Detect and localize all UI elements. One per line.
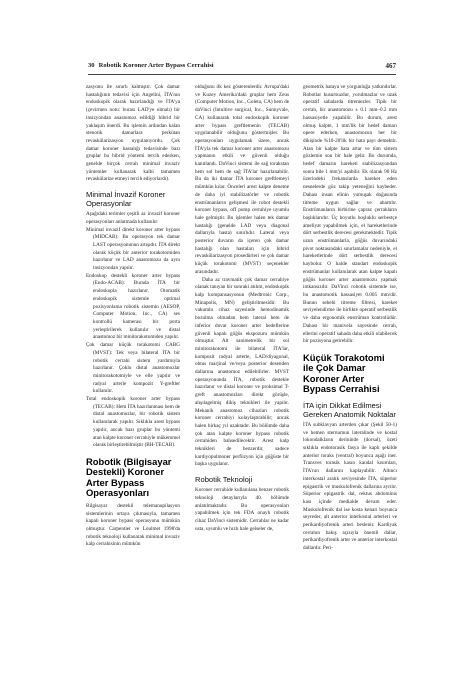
paragraph: Daha az travmatik çok damar cerrahiye olanak tanıyan bir sonraki atılım, endoskopik kalp kompansasyonun (Medtronic Corp., Minapolis, MN) geliştirilmesidir. Bu vakumlu cihaz sayesinde hemodinamik bozulma olmadan hem lateral hem de inferior duvar koroner arter hedeflerine güvenli kapalı göğüs ekspozuru mümkün olmuştur. Alt sanimetrelik bir sol minitorakotomi ile bilateral İTA'lar, kompozit radyal arterle, LAD/diyagonal, obtus marjinal ve/veya posterior desenden dallarına anastomoz edilebilirler. MVST operasyonunda İTA, robotik destekle hazırlanır ve distal koroner ve proksimal T-greft anastomozları direkt görüşle, alışılagelmiş dikiş teknikleri ile yapılır. Mekanik anastomoz cihazları robotik koroner cerrahiyi kolaylaştırabilir; ancak halen birkaç yıl uzaktadır. Bu bölümde daha çok atan kalpte koroner bypass robotik cerrahiden bahsedilecektir. Arest kalp teknikleri de benzerdir, sadece kardiyopulmoner perfüzyon için göğüste bir başka uygulanır. <box>195 276 289 468</box>
page-number: 467 <box>385 62 396 70</box>
term-endo-acab: Endoskop destekli koroner arter bypass (Endo-ACAB): Burada İTA bir endoskopla hazırlanır. Otomatik endoskopik sistemle optimal pozisyonlama robotik sistemin (AESOP, Computer Motion, Inc., CA) ses kontrollü kamerası bir porta yerleştirilerek kullanılır ve distal anastomoz bir minitorakotomiden yapılır. <box>86 272 180 341</box>
column-left <box>86 84 180 549</box>
paragraph: geometrik hataya ve yorgunluğa yatkındırlar. Robotlar kusursuzdur, yorulmazlar ve uzak operatif sahalarda titremezler. Tipik bir cerrah, bir anastomozu ± 0.1 mm–0.2 mm hassasiyetle yapabilir. Bu durum, arest olmuş kalpte, 1 mm'lik bir hedef damarı opere ederken, anastomozun her bir dikişinde %10-20'lik bir hata payı demektir. Atan bir kalpte hata artar ve tüm sistem gözlemin son bir hale gelir. Bu durumda, hedef damarın hareketi stabilizasyondan sonra bile 1 mm'yi aşabilir. Ek olarak 90 Hz üzerindeki frekanslarda hareket eden nesnelerde göz takip yeteneğini kaybeder. Dahası insan elinin yumuşak doğasında titreme uygun sağlar ve abartılır. Enstrümanların birbirine çapraz çerrahların başlıklarıdır. Üç boyutlu hoşluklu serbestçe ameliyat yapabilmek için, el hareketlerinde dört serbestlik derecesi gerekmektedir. Tipik uzun enstrümanlarla, göğüs duvarındaki pivot noktasındaki sınırlamalar nedeniyle, el hareketlerinde dört serbestlik derecesi kaybolur. O halde standart endoskopik enstrümanlar kullanılarak atan kalpte kapalı göğüs koroner arter anastomozu yapmak imkansızdır. DaVinci robotik sistemde ise, bu anastomotik hassasiyet 0.005 mm/dir. Bunun sebebi titreme filtresi, hareket seviyelendirme ile birlikte operatif serbestlik ve daha ergonomik enstrüman kontrolüdür. Dahası bir manivela sayesinde cerrah, ellerini operatif sahada daha etkili olabilecek bir pozisyona getirebilir. <box>303 84 397 345</box>
chapter-heading <box>88 62 214 69</box>
column-middle <box>195 84 289 533</box>
paragraph: olduğunu ilk kez gösterenlerdir. Avrupa'daki ve Kuzey Amerika'daki gruplar hem Zeus (Computer Motion, Inc., Goleta, CA) hem de daVinci (Intuitive surgical, Inc., Sunnyvale, CA) kullanarak total endoskopik koroner arter bypass greftlemenin (TECAB) uygulanabilir olduğunu göstermişler. Bu operasyonları uygulamak üzere, ancak İTA'yla tek damar koroner arter anastomozu yapmanın etkili ve güvenli olduğu kanıtlandı. DaVinci sistemi ile sağ torakstan hem sol hem de sağ İTA'lar hazırlanabilir. Bu da iki damar İTA koroner greftlemeyi mümkün kılar. Önceleri arest kalpte deneme de daha iyi stabilizatörler ve robotik enstrümanların gelişmesi ile robot destekli koroner bypass, off pump cerrahiye uyumlu hale gelmiştir. Bu işlemler halen tek damar hastalığı (genelde LAD veya diagonal dallarıyla hasta) sınırlıdır. Lateral veya posterior duvarın da içeren çok damar hastalığı olan hastaları için hibrid revaskülarizasyon prosedürleri ve çok damar küçük torakotomi (MVST) seçenekler arasındadır. <box>195 84 289 275</box>
running-header <box>88 62 396 75</box>
paragraph: İTA subklavyan arterden çıkar (Şekil 50-1) ve hemen sternumun lateralinde ve kostal lokondalkların derininde (dorsal), özeti sıklıkla endotorasik fasya ile kaplı şekilde anterior toraks (ventral) boyunca aşağı iner. Transves torasik kasın kaudal kısımları, İTA'nın dallarını kaplayabilir. Altıncı interkostal aralık seviyesinde İTA, süperior epigastrik ve muskulofrenik dallarına ayrılır. Süperior epigastrik dal, rektus abdominis kası içinde medialde devam eder. Muskulofrenik dal ise kosta kenarı boyunca seyreder, alt anterior interkostal arterleri ve perikardiyofrenik arteri beslenir. Kardiyak cerrahın bakış açısıyla önemli dallar, perikardiyofrenik arter ve anterior interkostal dallardır. Peri- <box>303 421 397 552</box>
term-mvst: Çok damar küçük torakotomi CABG (MVST): Tek veya bilateral İTA bir robotik cerrahi sistem yardımıyla hazırlanır. Çoklu distal anastomozlar minitorakotomiyle ve elle yapılır ve radyal arterle kompozit Y-greftler kullanılır. <box>86 342 180 395</box>
paragraph: Koroner cerrahide kullanılana benzer robotik teknoloji detaylarıyla 40. bölümde anlatılmaktadır. Bu operasyonları yapabilmek için tek FDA onaylı robotik cihaz DaVinci sistemidir. Cerrahlar ne kadar usta, uyumlu ve hızlı hale gelseler de, <box>195 487 289 532</box>
paragraph: zasyonu ile sınırlı kalmıştır. Çok damar hastalığının tedavisi için Angelini, İTA'nın endoskopik olarak hazırlandığı ve İTA'ya (çevirmen notu: burası LAD'ye olmalı) bir insizyondan anastomoz edildiği hibrid bir yaklaşım önerdi. Bu işlemin ardından kalan stenotik damarlara perkütan revaskülarizasyon uygulanıyordu. Çok damar koroner hastalığı tedavisinde bazı gruplar bu hibrid yöntemi tercih ederken, genelde birçok cerrah minimal invaziv yöntemler kullanarak kalbi tamamen revaskülarize etmeyi tercih ediyorlardı). <box>86 84 180 183</box>
section-heading-robotik-teknoloji: Robotik Teknoloji <box>195 475 253 485</box>
chapter-title: Robotik Koroner Arter Bypass Cerrahisi <box>98 62 214 69</box>
section-heading-kucuk-torakotomi: Küçük Torakotomi ile Çok Damar Koroner Arter Bypass Cerrahisi <box>303 351 385 395</box>
section-heading-minimal-invazif: Minimal İnvazif Koroner Operasyonlar <box>86 190 166 209</box>
term-midcab: Minimal invazif direkt koroner arter bypass (MIDCAB): Bu operasyon tek damar LAST operasyonunun artışıdır. İTA direkt olarak küçük bir anterior torakotomiden hazırlanır ve LAD anastomozu da aynı insizyondan yapılır. <box>86 226 180 272</box>
chapter-number: 30 <box>88 62 95 69</box>
section-heading-ita-anatomi: İTA için Dikkat Edilmesi Gereken Anatomik Noktalar <box>303 400 396 419</box>
column-right <box>303 84 397 553</box>
paragraph: Aşağıdaki terimler çeşitli az invazif koroner operasyonları anlatmada kullanılır: <box>86 211 180 225</box>
paragraph: Bilgisayar destekli telemanupilasyon sistemlerinin ortaya çıkmasıyla, tamamen kapalı koroner bypass operasyonu mümkün olmuştur. Carpentier ve Loulmet 1998'da robotik teknoloji kullanarak minimal invaziv kalp cerrahisinin mümkün <box>86 502 180 548</box>
section-heading-robotik: Robotik (Bilgisayar Destekli) Koroner Arter Bypass Operasyonları <box>86 455 172 499</box>
term-tecab: Total endoskopik koroner arter bypass (TECAB): Hem İTA hazırlanması hem de distal anastomozlar, bir robotik sistem kullanılarak yapılır. Sıklıkla arest bypass yapılır, ancak bazı gruplar bu yöntemi atan kalpte koroner cerrahiyle mükemmel olarak birleştirebilmiştir (BH-TECAB). <box>86 396 180 449</box>
